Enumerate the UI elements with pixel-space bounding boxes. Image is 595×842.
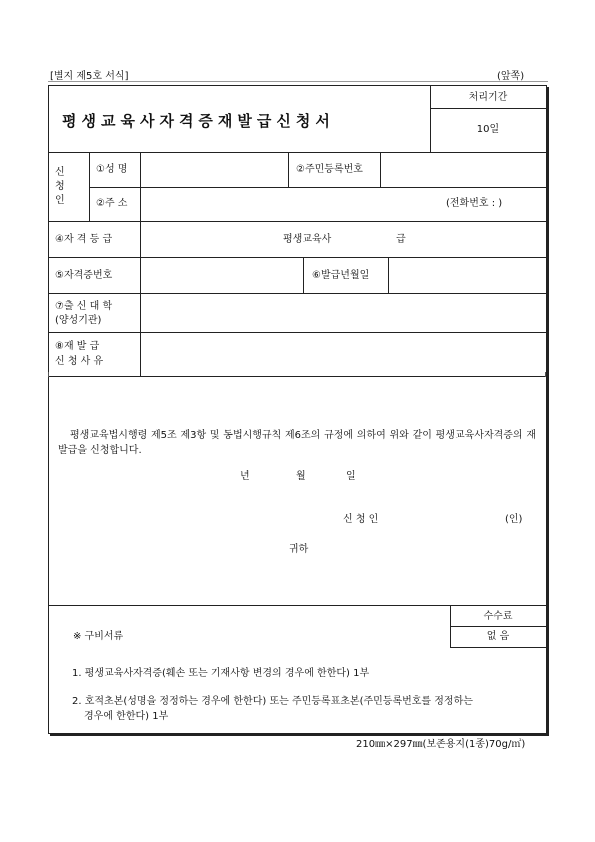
grade-bottom-rule [49, 257, 546, 258]
page-side-label: (앞쪽) [497, 71, 525, 82]
address-label: ②주 소 [96, 198, 128, 209]
grade-value-prefix: 평생교육사 [283, 234, 332, 245]
required-document-2-line2: 경우에 한한다) 1부 [84, 711, 169, 722]
rrn-label: ②주민등록번호 [296, 164, 363, 175]
applicant-signature-field[interactable] [410, 510, 490, 528]
required-document-2-line1: 2. 호적초본(성명을 정정하는 경우에 한한다) 또는 주민등록표초본(주민등록번호를 정정하는 [72, 696, 473, 707]
form-number: [별지 제5호 서식] [50, 71, 129, 82]
header-bottom-rule [49, 152, 546, 153]
required-document-1: 1. 평생교육사자격증(훼손 또는 기재사항 변경의 경우에 한한다) 1부 [72, 668, 370, 679]
form-title: 평생교육사자격증재발급신청서 [62, 112, 335, 130]
processing-rule [430, 108, 546, 109]
paper-spec: 210㎜×297㎜(보존용지(1종)70g/㎡) [356, 739, 526, 750]
date-day-label: 일 [346, 471, 356, 482]
applicant-signature-label: 신 청 인 [343, 514, 379, 525]
guide-tick-left [48, 372, 49, 377]
fee-value: 없 음 [486, 631, 510, 642]
cert-bottom-rule [49, 293, 546, 294]
grade-field[interactable] [350, 230, 390, 248]
seal-mark: (인) [505, 514, 523, 525]
grade-label: ④자 격 등 급 [55, 234, 113, 245]
issue-date-field[interactable] [390, 260, 544, 291]
fee-label: 수수료 [483, 611, 513, 622]
reason-label-line1: ⑧재 발 급 [55, 341, 100, 352]
rrn-left-divider [288, 152, 289, 187]
reason-field[interactable] [142, 335, 544, 374]
rrn-right-divider [380, 152, 381, 187]
reason-label-line2: 신 청 사 유 [55, 356, 104, 367]
address-field[interactable] [142, 189, 438, 219]
rrn-field[interactable] [382, 155, 544, 185]
cert-number-label: ⑤자격증번호 [55, 270, 113, 281]
date-year-label: 년 [240, 471, 250, 482]
issue-left-divider [303, 257, 304, 293]
guide-tick-right [545, 372, 546, 377]
applicant-group-divider [89, 152, 90, 221]
issue-date-label: ⑥발급년월일 [312, 270, 370, 281]
school-field[interactable] [142, 296, 544, 330]
school-label-line2: (양성기관) [55, 315, 102, 326]
applicant-group-label-3: 인 [55, 195, 65, 206]
processing-period-label: 처리기간 [468, 92, 508, 103]
declaration-statement: 평생교육법시행령 제5조 제3항 및 동법시행규칙 제6조의 규정에 의하여 위와 같이 평생교육사자격증의 재발급을 신청합니다. [58, 430, 536, 456]
reason-bottom-rule [49, 376, 546, 377]
name-field[interactable] [142, 155, 286, 185]
cert-number-field[interactable] [142, 260, 301, 291]
applicant-group-label-1: 신 [55, 167, 65, 178]
applicant-bottom-rule [49, 221, 546, 222]
processing-period-value: 10일 [476, 124, 500, 135]
school-label-line1: ⑦출 신 대 학 [55, 301, 113, 312]
applicant-mid-rule [89, 187, 546, 188]
applicant-label-divider [140, 152, 141, 221]
top-rule [48, 81, 548, 82]
date-month-label: 월 [296, 471, 306, 482]
fee-mid-rule [450, 626, 546, 627]
phone-label: (전화번호 : ) [446, 198, 503, 209]
addressee-label: 귀하 [289, 544, 309, 555]
applicant-group-label-2: 청 [55, 181, 65, 192]
label-column-divider [140, 221, 141, 376]
docs-top-rule [49, 605, 546, 606]
name-label: ①성 명 [96, 164, 128, 175]
issue-right-divider [388, 257, 389, 293]
fee-bottom-rule [450, 647, 546, 648]
school-bottom-rule [49, 332, 546, 333]
required-documents-title: ※ 구비서류 [73, 631, 124, 642]
grade-value-suffix: 급 [396, 234, 406, 245]
